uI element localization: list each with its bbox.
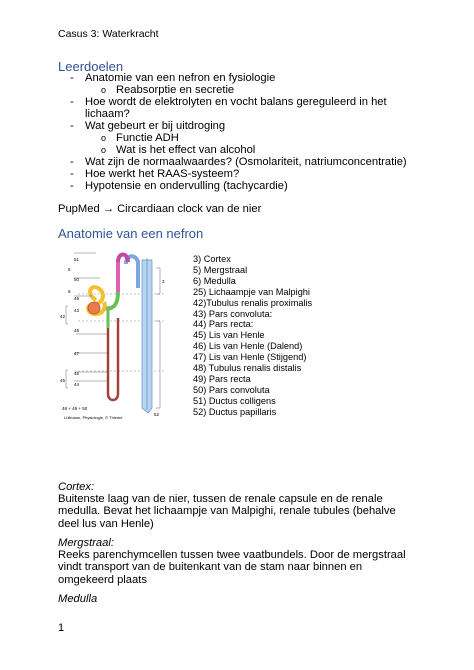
figure-label: 3 xyxy=(162,279,165,284)
structure-label: 42)Tubulus renalis proximalis xyxy=(193,297,313,308)
structure-label: 25) Lichaampje van Malpighi xyxy=(193,286,310,297)
structure-label: 50) Pars convoluta xyxy=(193,384,270,395)
figure-label: 5 xyxy=(68,267,71,272)
list-marker: - xyxy=(70,180,74,192)
list-item-text: Wat is het effect van alcohol xyxy=(116,144,256,156)
figure-label: 49 xyxy=(74,296,80,301)
list-item-text: Hoe werkt het RAAS-systeem? xyxy=(85,168,240,180)
list-item-text: Anatomie van een nefron en fysiologie xyxy=(85,72,276,84)
list-item-text: Hoe wordt de elektrolyten en vocht balans gereguleerd in het lichaam? xyxy=(85,96,387,121)
bracket-left xyxy=(66,370,68,388)
list-item-text: Wat zijn de normaalwaardes? (Osmolariteit, natriumconcentratie) xyxy=(85,156,407,168)
figure-label: 48 xyxy=(74,328,80,333)
list-item-text: Wat gebeurt er bij uitdroging xyxy=(85,120,226,132)
figure-label: 43 xyxy=(74,308,80,313)
structure-label: 49) Pars recta xyxy=(193,373,251,384)
bracket-right xyxy=(156,268,160,294)
heading-leerdoelen: Leerdoelen xyxy=(58,59,124,74)
figure-label: 44 xyxy=(74,382,80,387)
page-header: Casus 3: Waterkracht xyxy=(58,28,159,40)
list-marker: - xyxy=(70,156,74,168)
list-item-text: Hypotensie en ondervulling (tachycardie) xyxy=(85,180,288,192)
list-marker: - xyxy=(70,96,74,108)
structure-label: 43) Pars convoluta: xyxy=(193,308,273,319)
nephron-diagram xyxy=(56,248,172,418)
mergstraal-definition: Reeks parenchymcellen tussen twee vaatbundels. Door de mergstraal vindt transport van de buitenkant van de stam naar binnen en omgekeerd plaats xyxy=(58,549,406,586)
figure-label: 52 xyxy=(154,412,160,417)
structure-label: 3) Cortex xyxy=(193,254,231,264)
cortex-definition: Buitenste laag van de nier, tussen de renale capsule en de renale medulla. Bevat het lichaampje van Malpighi, renale tubules (behalve deel lus van Henle) xyxy=(58,493,396,530)
figure-label: 46 xyxy=(74,371,80,376)
structure-label: 45) Lis van Henle xyxy=(193,330,265,341)
figure-label: 42 xyxy=(60,314,66,319)
figure-label: 48 + 49 + 50 xyxy=(62,406,88,411)
structure-label: 46) Lis van Henle (Dalend) xyxy=(193,341,303,352)
list-marker: - xyxy=(70,120,74,132)
structure-label: 52) Ductus papillaris xyxy=(193,406,277,417)
figure-label: 6 xyxy=(68,289,71,294)
structure-label: 47) Lis van Henle (Stijgend) xyxy=(193,352,307,363)
list-marker: - xyxy=(70,72,74,84)
mergstraal-term: Mergstraal: xyxy=(58,537,114,549)
heading-anatomie: Anatomie van een nefron xyxy=(58,226,204,241)
list-marker: o xyxy=(101,133,107,143)
list-marker: - xyxy=(70,168,74,180)
structure-label-list xyxy=(193,254,312,418)
list-marker: o xyxy=(101,145,107,155)
structure-label: 5) Mergstraal xyxy=(193,264,248,275)
figure-label: 50 xyxy=(74,277,80,282)
list-marker: o xyxy=(101,85,107,95)
list-item-text: Functie ADH xyxy=(116,132,179,144)
structure-label: 48) Tubulus renalis distalis xyxy=(193,363,302,374)
structure-label: 51) Ductus colligens xyxy=(193,395,276,406)
bracket-left xyxy=(66,306,68,324)
figure-caption: Lüllmann, Physiologie, © Thieme xyxy=(64,415,123,420)
glomerulus xyxy=(88,302,100,314)
page-number: 1 xyxy=(58,622,65,634)
figure-label: 51 xyxy=(74,257,80,262)
pubmed-line: PupMed → Circardiaan clock van de nier xyxy=(58,203,262,215)
distal-curve xyxy=(118,255,128,263)
figure-label: 47 xyxy=(74,351,80,356)
list-item-text: Reabsorptie en secretie xyxy=(116,84,235,96)
structure-label: 44) Pars recta: xyxy=(193,319,254,330)
medulla-term: Medulla xyxy=(58,593,98,605)
cortex-term: Cortex: xyxy=(58,481,95,493)
structure-label: 6) Medulla xyxy=(193,275,236,286)
bracket-right xyxy=(156,321,160,408)
figure-label: 45 xyxy=(60,378,66,383)
